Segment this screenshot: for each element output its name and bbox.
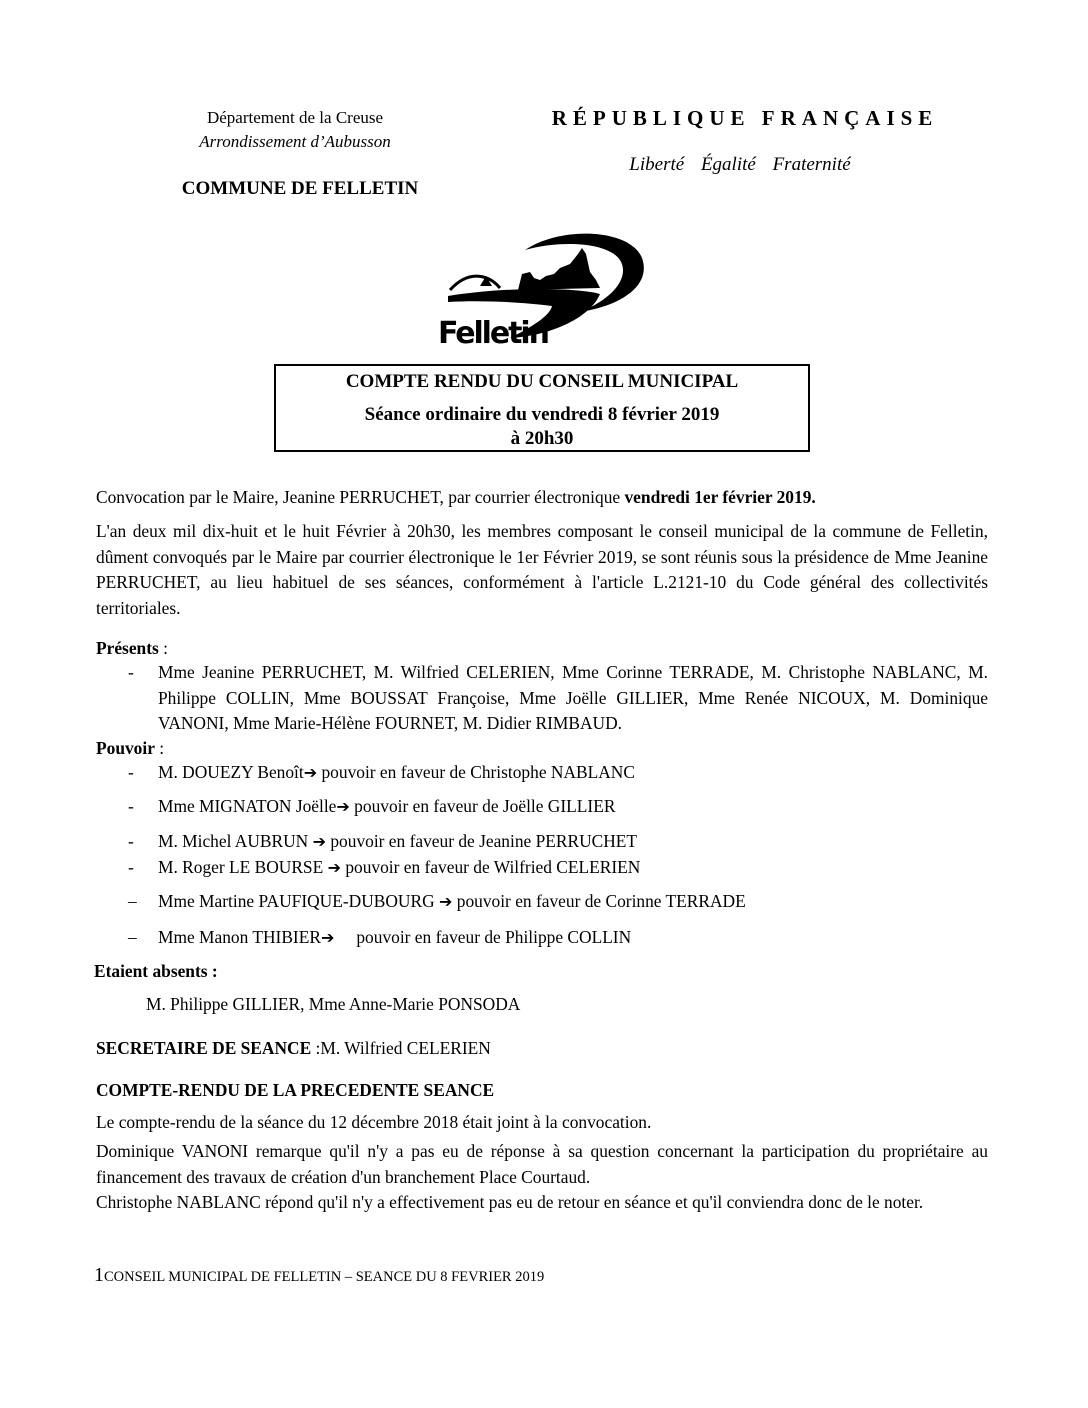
republic-motto xyxy=(560,154,920,176)
presents-names: Mme Jeanine PERRUCHET, M. Wilfried CELERIEN, Mme Corinne TERRADE, M. Christophe NABLANC, M. Philippe COLLIN, Mme BOUSSAT Françoise, Mme Joëlle GILLIER, Mme Renée NICOUX, M. Dominique VANONI, Mme Marie-Hélène FOURNET, M. Didier RIMBAUD. xyxy=(158,662,988,733)
precedente-paragraph-2: Dominique VANONI remarque qu'il n'y a pas eu de réponse à sa question concernant la participation du propriétaire au financement des travaux de création d'un branchement Place Courtaud. xyxy=(96,1141,988,1187)
proxy-to: pouvoir en faveur de Wilfried CELERIEN xyxy=(345,857,641,877)
precedente-paragraph-1: Le compte-rendu de la séance du 12 décembre 2018 était joint à la convocation. xyxy=(96,1112,652,1132)
title-line-3: à 20h30 xyxy=(510,428,574,449)
proxy-from: M. Michel AUBRUN xyxy=(158,831,313,851)
title-line-2: Séance ordinaire du vendredi 8 février 2019 xyxy=(364,404,720,425)
arrow-icon: ➔ xyxy=(336,797,350,816)
list-dash: - xyxy=(128,831,134,851)
precedente-heading: COMPTE-RENDU DE LA PRECEDENTE SEANCE xyxy=(96,1080,495,1100)
motto-fraternite: Fraternité xyxy=(772,154,851,175)
proxy-to: pouvoir en faveur de Corinne TERRADE xyxy=(456,891,746,911)
convocation-date: vendredi 1er février 2019. xyxy=(624,487,816,507)
proxy-to: pouvoir en faveur de Philippe COLLIN xyxy=(356,927,632,947)
list-item xyxy=(96,855,988,881)
list-item xyxy=(96,889,988,915)
presents-label: Présents xyxy=(96,638,159,658)
proxy-from: Mme MIGNATON Joëlle xyxy=(158,796,337,816)
list-dash: - xyxy=(128,857,134,877)
felletin-logo xyxy=(430,228,660,348)
list-dash: - xyxy=(128,796,134,816)
proxy-from: Mme Manon THIBIER xyxy=(158,927,321,947)
proxy-from: Mme Martine PAUFIQUE-DUBOURG xyxy=(158,891,439,911)
page-number: 1 xyxy=(94,1264,104,1286)
arrow-icon: ➔ xyxy=(438,892,453,911)
felletin-logo-graphic xyxy=(430,228,660,348)
proxy-to: pouvoir en faveur de Joëlle GILLIER xyxy=(354,796,616,816)
absents-list: M. Philippe GILLIER, Mme Anne-Marie PONSODA xyxy=(146,994,521,1014)
title-line-1: COMPTE RENDU DU CONSEIL MUNICIPAL xyxy=(345,371,739,392)
precedente-paragraph-3: Christophe NABLANC répond qu'il n'y a effectivement pas eu de retour en séance et qu'il conviendra donc de le noter. xyxy=(96,1192,924,1212)
proxy-from: M. Roger LE BOURSE xyxy=(158,857,328,877)
list-item xyxy=(96,760,988,786)
list-item xyxy=(96,925,988,951)
pouvoir-label: Pouvoir xyxy=(96,738,155,758)
arrow-icon: ➔ xyxy=(312,832,326,851)
department-block xyxy=(160,106,430,154)
absents-heading: Etaient absents : xyxy=(94,961,218,981)
logo-text: Felletin xyxy=(438,316,550,348)
list-dash: – xyxy=(128,927,137,947)
department-name: Département de la Creuse xyxy=(206,108,384,127)
list-item xyxy=(96,794,988,820)
pouvoir-colon: : xyxy=(154,738,165,758)
convocation-text: Convocation par le Maire, Jeanine PERRUCHET, par courrier électronique xyxy=(96,487,625,507)
presents-list xyxy=(96,660,988,738)
title-box xyxy=(274,364,810,452)
intro-paragraph: L'an deux mil dix-huit et le huit Février à 20h30, les membres composant le conseil municipal de la commune de Felletin, dûment convoqués par le Maire par courrier électronique le 1er Février 2019, se sont réunis sous la présidence de Mme Jeanine PERRUCHET, au lieu habituel de ses séances, conformément à l'article L.2121-10 du Code général des collectivités territoriales. xyxy=(96,521,988,618)
proxy-to: pouvoir en faveur de Christophe NABLANC xyxy=(321,762,635,782)
secretaire-label: SECRETAIRE DE SEANCE xyxy=(96,1038,312,1058)
footer-text: CONSEIL MUNICIPAL DE FELLETIN – SEANCE DU 8 FEVRIER 2019 xyxy=(104,1269,545,1285)
arrondissement-name: Arrondissement d’Aubusson xyxy=(199,132,391,151)
republic-title: RÉPUBLIQUE FRANÇAISE xyxy=(551,106,939,130)
page-footer xyxy=(94,1264,544,1287)
presents-colon: : xyxy=(158,638,168,658)
convocation-paragraph xyxy=(96,485,988,511)
list-dash: - xyxy=(128,662,134,682)
list-dash: - xyxy=(128,762,134,782)
presents-heading xyxy=(96,636,988,662)
secretaire-line xyxy=(96,1036,988,1062)
motto-liberte: Liberté xyxy=(629,154,685,175)
pouvoir-heading xyxy=(96,736,988,762)
arrow-icon: ➔ xyxy=(327,858,341,877)
motto-egalite: Égalité xyxy=(700,154,756,175)
proxy-to: pouvoir en faveur de Jeanine PERRUCHET xyxy=(330,831,638,851)
arrow-icon: ➔ xyxy=(320,928,335,947)
list-item xyxy=(96,829,988,855)
arrow-icon: ➔ xyxy=(303,763,318,782)
proxy-from: M. DOUEZY Benoît xyxy=(158,762,304,782)
secretaire-value: :M. Wilfried CELERIEN xyxy=(311,1038,491,1058)
commune-name: COMMUNE DE FELLETIN xyxy=(181,178,419,199)
list-dash: – xyxy=(128,891,137,911)
